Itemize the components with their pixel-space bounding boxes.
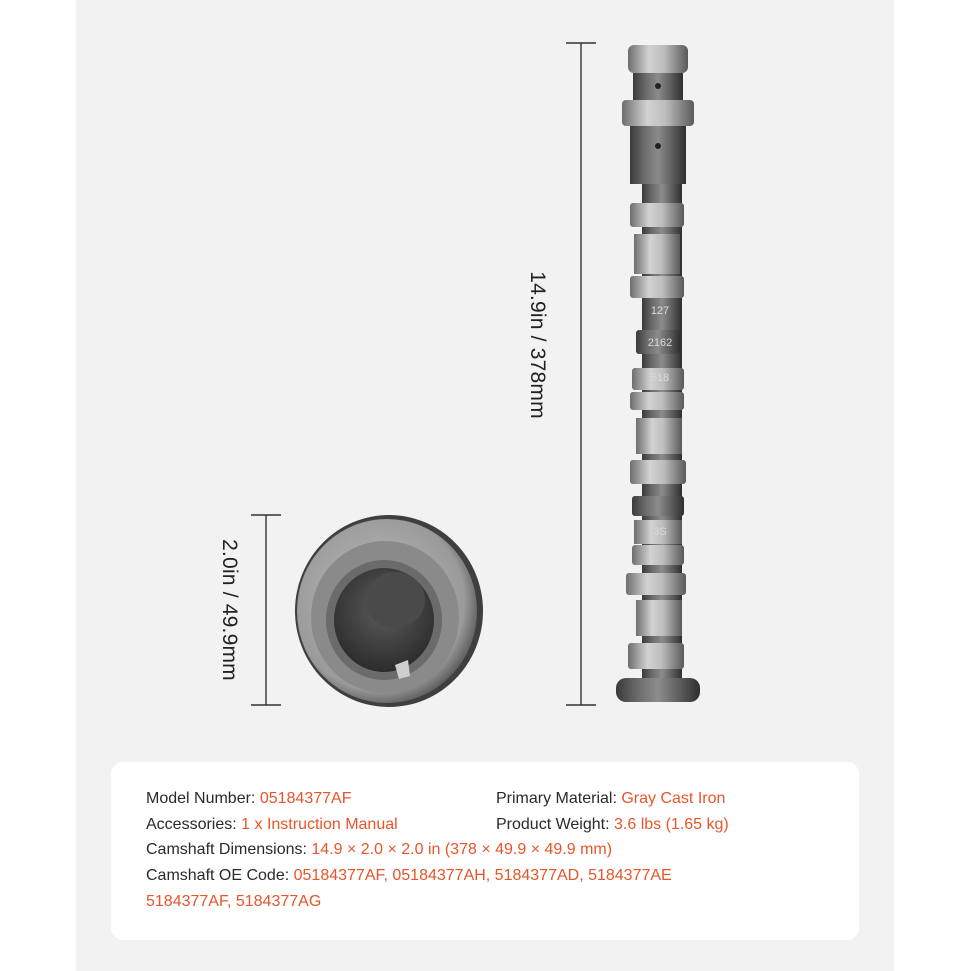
diameter-dimension-line [251, 515, 281, 705]
spec-label: Primary Material: [496, 790, 617, 807]
spec-label: Accessories: [146, 816, 237, 833]
spec-value: 14.9 × 2.0 × 2.0 in (378 × 49.9 × 49.9 mm) [311, 841, 613, 858]
spec-value: Gray Cast Iron [621, 790, 726, 807]
marking-text: 3S [653, 526, 667, 538]
spec-accessories [146, 815, 398, 835]
diameter-dimension-label: 2.0in / 49.9mm [218, 539, 241, 681]
spec-value: 1 x Instruction Manual [241, 816, 398, 833]
spec-oe-code [146, 866, 672, 886]
length-dimension-line [566, 43, 596, 705]
spec-model-number [146, 789, 351, 809]
spec-camshaft-dimensions [146, 840, 612, 860]
spec-value: 05184377AF [259, 790, 352, 807]
spec-label: Camshaft OE Code: [146, 867, 290, 884]
spec-oe-code-continued: 5184377AF, 5184377AG [146, 893, 322, 910]
marking-text: 2162 [647, 337, 673, 349]
spec-label: Model Number: [146, 790, 256, 807]
spec-value: 3.6 lbs (1.65 kg) [614, 816, 729, 833]
spec-product-weight [496, 815, 729, 835]
spec-value: 05184377AF, 05184377AH, 5184377AD, 5184377AE [293, 867, 672, 884]
spec-label: Product Weight: [496, 816, 610, 833]
marking-text: 518 [650, 372, 670, 384]
spec-label: Camshaft Dimensions: [146, 841, 307, 858]
marking-text: 127 [650, 305, 670, 317]
camshaft-end-view [295, 515, 483, 707]
spec-primary-material [496, 789, 725, 809]
length-dimension-label: 14.9in / 378mm [526, 271, 549, 419]
